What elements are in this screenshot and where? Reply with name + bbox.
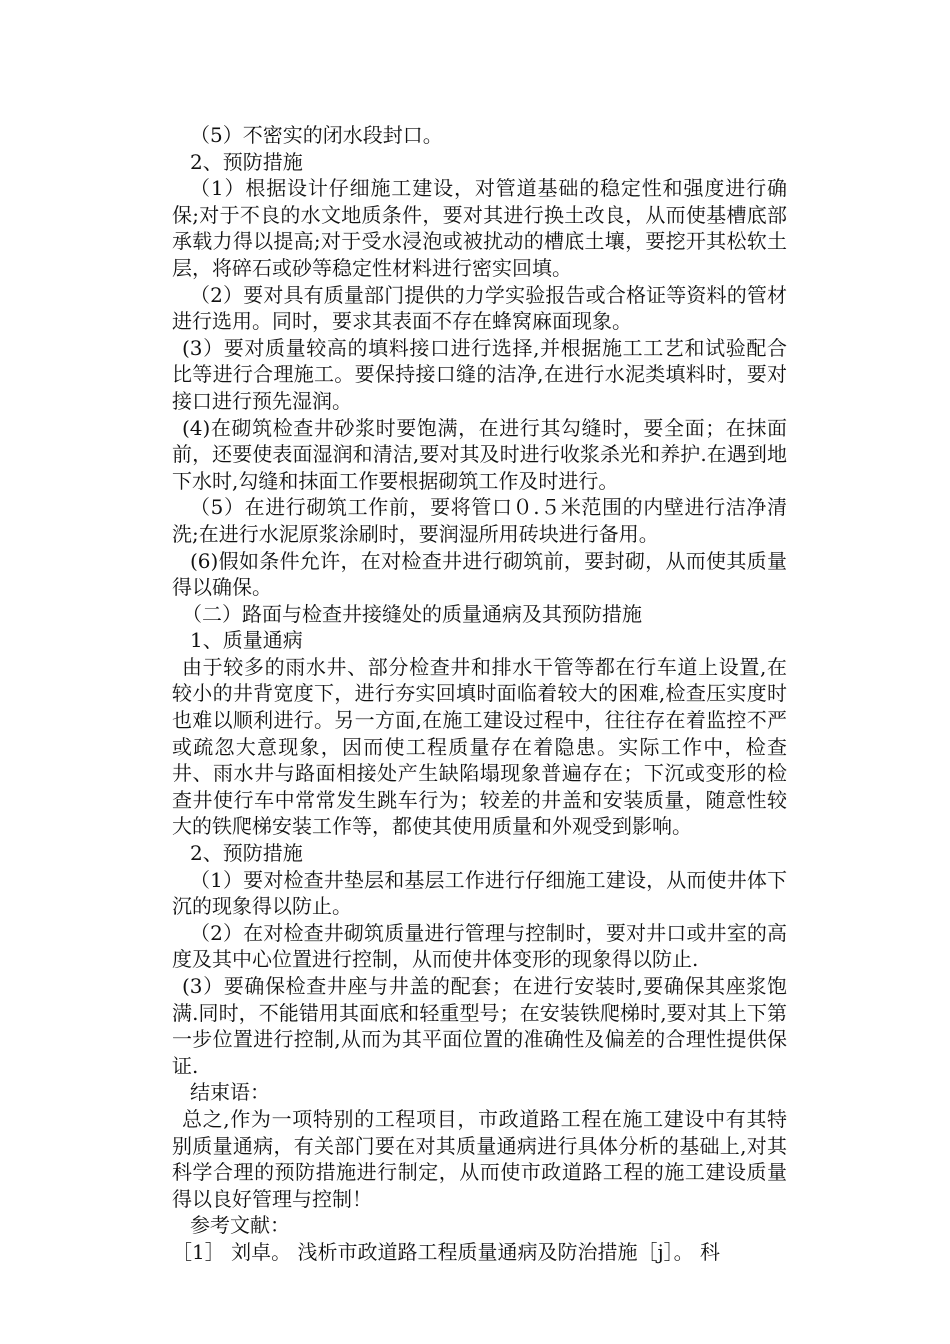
section-heading: 2、预防措施 <box>190 841 303 866</box>
document-body <box>172 122 787 1266</box>
paragraph: （5）不密实的闭水段封口。 <box>190 123 443 147</box>
paragraph: 由于较多的雨水井、部分检查井和排水干管等都在行车道上设置,在较小的井背宽度下，进行夯实回填时面临着较大的困难,检查压实度时也难以顺利进行。另一方面,在施工建设过程中，往往存在着监控不严或疏忽大意现象，因而使工程质量存在着隐患。实际工作中，检查井、雨水井与路面相接处产生缺陷塌现象普遍存在；下沉或变形的检查井使行车中常常发生跳车行为；较差的井盖和安装质量，随意性较大的铁爬梯安装工作等，都使其使用质量和外观受到影响。 <box>172 654 787 839</box>
paragraph: (4)在砌筑检查井砂浆时要饱满，在进行其勾缝时，要全面；在抹面前，还要使表面湿润和清洁,要对其及时进行收浆杀光和养护.在遇到地下水时,勾缝和抹面工作要根据砌筑工作及时进行。 <box>172 415 787 493</box>
section-heading: （二）路面与检查井接缝处的质量通病及其预防措施 <box>182 601 642 626</box>
section-heading: 1、质量通病 <box>190 628 303 653</box>
paragraph: (3）要确保检查井座与井盖的配套；在进行安装时,要确保其座浆饱满.同时，不能错用其面底和轻重型号；在安装铁爬梯时,要对其上下第一步位置进行控制,从而为其平面位置的准确性及偏差的合理性提供保证. <box>172 974 787 1078</box>
paragraph: (6)假如条件允许，在对检查井进行砌筑前，要封砌，从而使其质量得以确保。 <box>172 548 787 600</box>
section-heading: 2、预防措施 <box>190 149 303 174</box>
paragraph: （2）在对检查井砌筑质量进行管理与控制时，要对井口或井室的高度及其中心位置进行控制，从而使井体变形的现象得以防止. <box>172 920 787 972</box>
section-heading: 结束语： <box>190 1080 270 1105</box>
paragraph: （1）要对检查井垫层和基层工作进行仔细施工建设，从而使井体下沉的现象得以防止。 <box>172 867 787 919</box>
reference-item: ［1］ 刘卓。 浅析市政道路工程质量通病及防治措施［j］。 科 <box>172 1239 720 1264</box>
paragraph: （2）要对具有质量部门提供的力学实验报告或合格证等资料的管材进行选用。同时，要求其表面不存在蜂窝麻面现象。 <box>172 282 787 334</box>
paragraph: （1）根据设计仔细施工建设，对管道基础的稳定性和强度进行确保;对于不良的水文地质条件，要对其进行换土改良，从而使基槽底部承载力得以提高;对于受水浸泡或被扰动的槽底土壤，要挖开其松软土层，将碎石或砂等稳定性材料进行密实回填。 <box>172 176 787 280</box>
paragraph: （5）在进行砌筑工作前，要将管口０.５米范围的内壁进行洁净清洗;在进行水泥原浆涂刷时，要润湿所用砖块进行备用。 <box>172 495 787 546</box>
paragraph: (3）要对质量较高的填料接口进行选择,并根据施工工艺和试验配合比等进行合理施工。要保持接口缝的洁净,在进行水泥类填料时，要对接口进行预先湿润。 <box>172 335 787 413</box>
section-heading: 参考文献： <box>190 1213 290 1238</box>
paragraph: 总之,作为一项特别的工程项目，市政道路工程在施工建设中有其特别质量通病，有关部门要在对其质量通病进行具体分析的基础上,对其科学合理的预防措施进行制定，从而使市政道路工程的施工建设质量得以良好管理与控制！ <box>172 1106 787 1211</box>
